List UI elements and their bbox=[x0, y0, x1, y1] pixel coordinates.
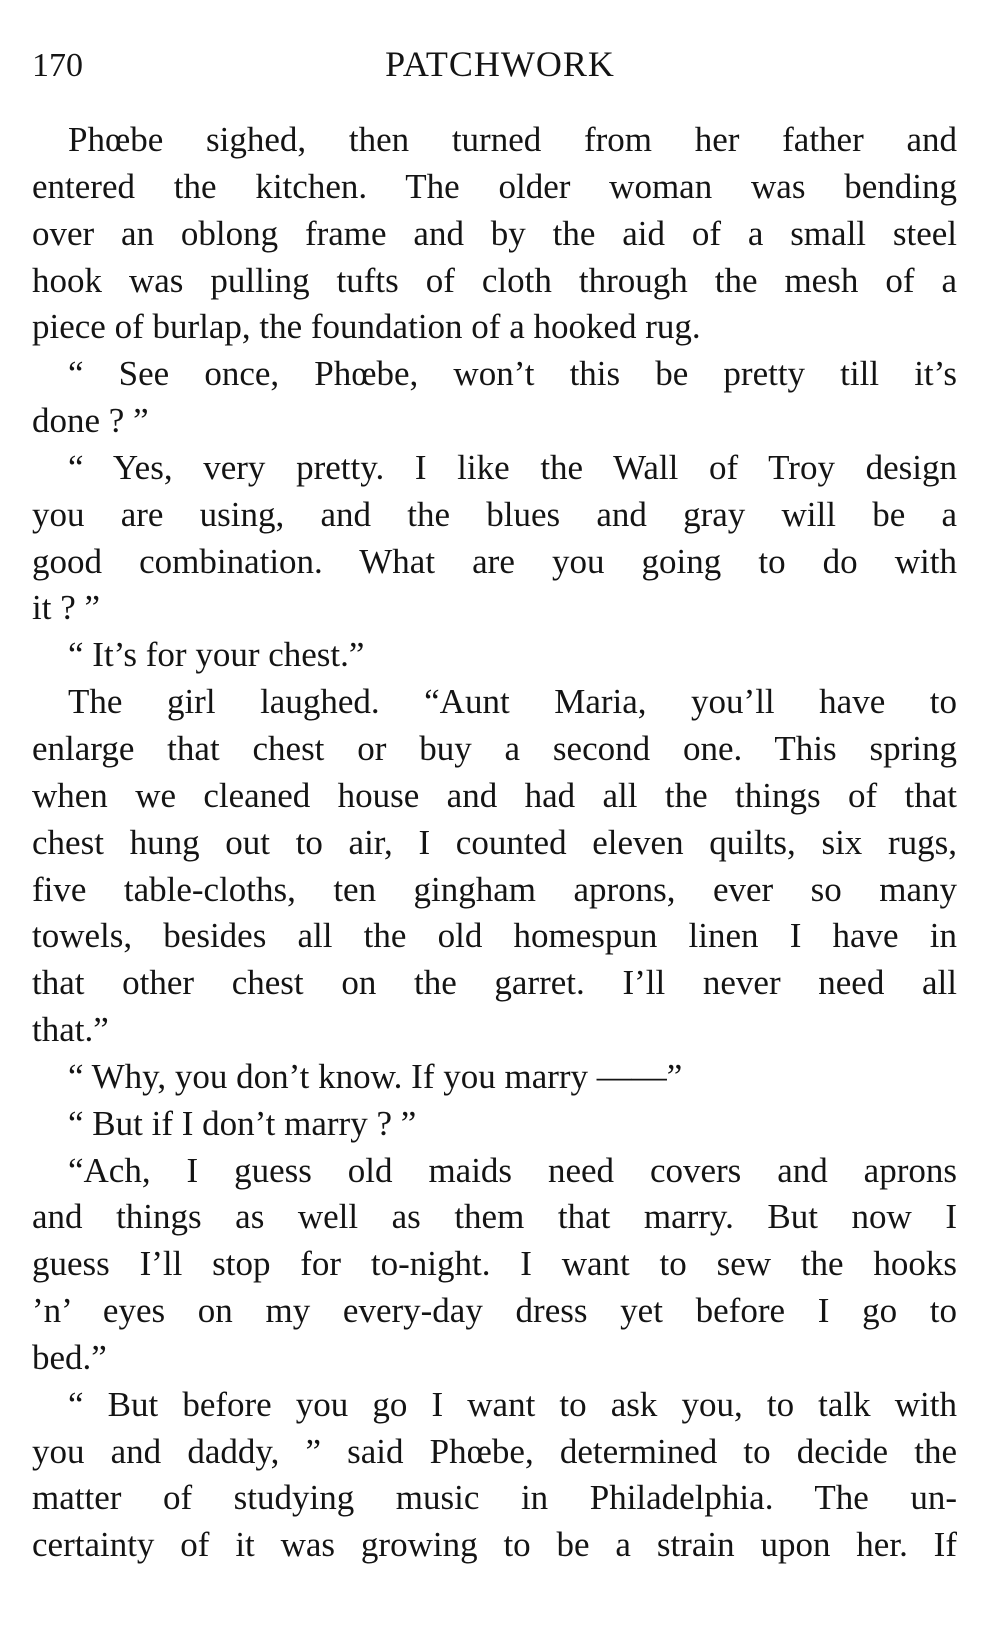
text-line: over an oblong frame and by the aid of a small steel bbox=[32, 213, 957, 253]
text-line: entered the kitchen. The older woman was bending bbox=[32, 166, 957, 206]
text-line: The girl laughed. “Aunt Maria, you’ll have to bbox=[68, 682, 957, 722]
text-line: and things as well as them that marry. But now I bbox=[32, 1197, 957, 1237]
text-line: guess I’ll stop for to-night. I want to sew the hooks bbox=[32, 1244, 957, 1284]
text-line: “ Yes, very pretty. I like the Wall of Troy design bbox=[68, 447, 957, 487]
text-line: “ See once, Phœbe, won’t this be pretty till it’s bbox=[68, 354, 957, 394]
text-line: you and daddy, ” said Phœbe, determined to decide the bbox=[32, 1431, 957, 1471]
text-line: bed.” bbox=[32, 1337, 107, 1377]
text-line: Phœbe sighed, then turned from her father and bbox=[68, 120, 957, 159]
text-line: enlarge that chest or buy a second one. This spring bbox=[32, 728, 957, 768]
page-number: 170 bbox=[32, 47, 83, 84]
page-header bbox=[32, 40, 968, 90]
text-line: chest hung out to air, I counted eleven quilts, six rugs, bbox=[32, 822, 957, 862]
text-line: “ But if I don’t marry ? ” bbox=[68, 1103, 417, 1143]
running-title: PATCHWORK bbox=[385, 44, 615, 84]
text-line: “ Why, you don’t know. If you marry ——” bbox=[68, 1056, 683, 1096]
text-line: ’n’ eyes on my every-day dress yet before I go to bbox=[32, 1291, 957, 1331]
text-line: done ? ” bbox=[32, 401, 149, 441]
text-line: “ But before you go I want to ask you, to talk with bbox=[68, 1384, 957, 1424]
text-line: that other chest on the garret. I’ll never need all bbox=[32, 963, 957, 1003]
text-line: certainty of it was growing to be a strain upon her. If bbox=[32, 1525, 957, 1565]
text-line: hook was pulling tufts of cloth through the mesh of a bbox=[32, 260, 957, 300]
text-line: when we cleaned house and had all the things of that bbox=[32, 775, 957, 815]
text-line: piece of burlap, the foundation of a hooked rug. bbox=[32, 307, 701, 347]
text-line: matter of studying music in Philadelphia. The un- bbox=[32, 1478, 957, 1518]
text-line: good combination. What are you going to do with bbox=[32, 541, 957, 581]
text-line: “Ach, I guess old maids need covers and aprons bbox=[68, 1150, 957, 1190]
text-line: you are using, and the blues and gray will be a bbox=[32, 494, 957, 534]
text-line: it ? ” bbox=[32, 588, 101, 628]
text-line: that.” bbox=[32, 1010, 109, 1050]
body-text bbox=[32, 117, 957, 1569]
text-line: towels, besides all the old homespun linen I have in bbox=[32, 916, 957, 956]
text-line: “ It’s for your chest.” bbox=[68, 635, 365, 675]
text-line: five table-cloths, ten gingham aprons, ever so many bbox=[32, 869, 957, 909]
